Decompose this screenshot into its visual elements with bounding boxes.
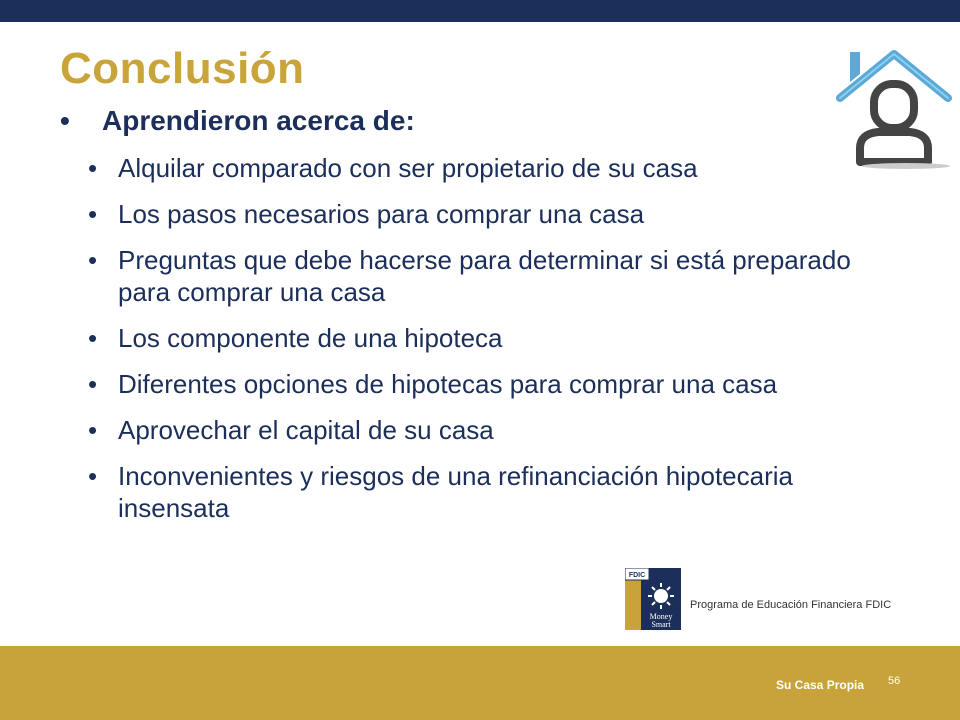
top-banner (0, 0, 960, 22)
slide-title: Conclusión (60, 44, 305, 93)
program-label: Programa de Educación Financiera FDIC (690, 599, 892, 611)
bullet-dot: • (88, 415, 98, 445)
list-item-text: Preguntas que debe hacerse para determinar si está preparado para comprar una casa (118, 245, 851, 307)
bullet-dot: • (88, 199, 98, 229)
logo-smart-text: Smart (651, 620, 671, 629)
list-item (60, 368, 860, 400)
list-item-text: Los componente de una hipoteca (118, 323, 503, 353)
slide-number: 56 (888, 675, 901, 687)
bullet-dot: • (88, 153, 98, 183)
list-item (60, 152, 860, 184)
bullet-dot: • (60, 105, 70, 136)
bullet-dot: • (88, 369, 98, 399)
footer-label: Su Casa Propia (776, 678, 865, 692)
list-item-text: Los pasos necesarios para comprar una casa (118, 199, 645, 229)
bullet-dot: • (88, 461, 98, 491)
logo-money-text: Money (649, 612, 673, 621)
list-item (60, 198, 860, 230)
list-item (60, 414, 860, 446)
list-item (60, 322, 860, 354)
list-item-text: Diferentes opciones de hipotecas para comprar una casa (118, 369, 778, 399)
bullet-dot: • (88, 245, 98, 275)
intro-bullet (60, 104, 860, 138)
intro-bullet-text: Aprendieron acerca de: (102, 105, 415, 136)
logo-fdic-text: FDIC (628, 572, 646, 579)
slide-content (60, 104, 860, 538)
list-item (60, 244, 860, 308)
list-item (60, 460, 860, 524)
list-item-text: Alquilar comparado con ser propietario de su casa (118, 153, 698, 183)
list-item-text: Inconvenientes y riesgos de una refinanciación hipotecaria insensata (118, 461, 793, 523)
bullet-dot: • (88, 323, 98, 353)
fdic-money-smart-logo (625, 568, 681, 630)
list-item-text: Aprovechar el capital de su casa (118, 415, 494, 445)
